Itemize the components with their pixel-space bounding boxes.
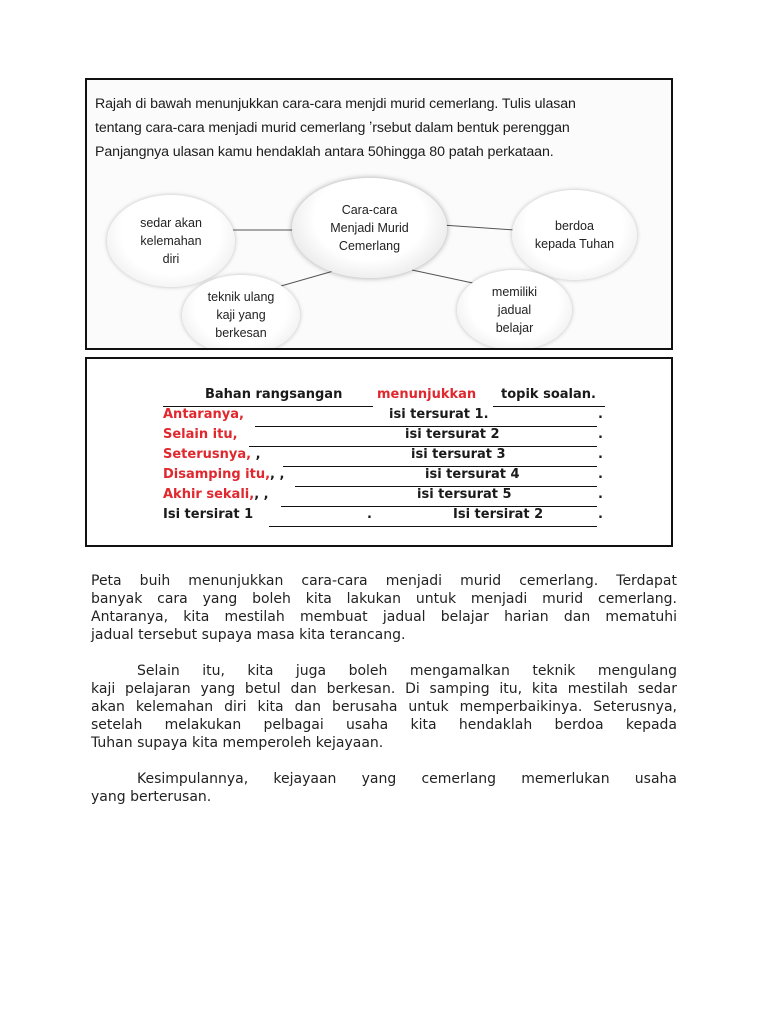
essay-paragraph-1	[91, 572, 677, 644]
row-value: isi tersurat 3	[411, 447, 506, 462]
essay-line: Antaranya, kita mestilah membuat jadual belajar harian dan mematuhi	[91, 609, 677, 625]
bubble-berdoa-line: berdoa	[555, 219, 594, 233]
essay-line: yang berterusan.	[91, 789, 212, 805]
bubble-berdoa	[512, 190, 637, 280]
row-label: Antaranya,	[163, 407, 244, 422]
row-suffix: ,	[255, 447, 261, 462]
bubble-center-line: Cara-cara	[341, 203, 398, 217]
bubble-sedar	[107, 195, 235, 287]
bubble-center	[292, 178, 447, 278]
bubble-teknik-line: kaji yang	[216, 308, 266, 322]
bubble-memiliki-line: memiliki	[491, 285, 538, 299]
bubble-sedar-line: sedar akan	[140, 216, 202, 230]
row-value: Isi tersirat 2	[453, 507, 544, 522]
row-dot: .	[598, 427, 603, 442]
row-dot: .	[598, 487, 603, 502]
essay	[91, 572, 677, 824]
template-row	[163, 507, 603, 527]
question-instructions	[95, 92, 673, 164]
bubble-memiliki-line: jadual	[497, 303, 532, 317]
essay-line: kaji pelajaran yang betul dan berkesan. Di samping itu, kita mestilah sedar	[91, 681, 677, 697]
row-label: Selain itu,	[163, 427, 238, 442]
row-mid: .	[367, 507, 372, 522]
row-label: Akhir sekali,	[163, 487, 255, 502]
template-row-intro	[163, 387, 603, 407]
intro-post: topik soalan.	[501, 387, 596, 402]
bubble-sedar-line: kelemahan	[140, 234, 202, 248]
row-dot: .	[598, 467, 603, 482]
question-line: Panjangnya ulasan kamu hendaklah antara 50hingga 80 patah perkataan.	[95, 144, 554, 160]
essay-line: setelah melakukan pelbagai usaha kita hendaklah berdoa kepada	[91, 717, 677, 733]
template-row	[163, 487, 603, 507]
row-value: isi tersurat 5	[417, 487, 512, 502]
bubble-teknik-line: berkesan	[215, 326, 267, 340]
essay-paragraph-2	[91, 662, 677, 752]
row-label-wrap	[163, 447, 261, 462]
bubble-teknik	[182, 275, 300, 350]
intro-red: menunjukkan	[377, 387, 477, 402]
question-image	[85, 78, 673, 350]
row-dot: .	[598, 507, 603, 522]
answer-template	[85, 357, 673, 547]
essay-line: Selain itu, kita juga boleh mengamalkan teknik mengulang	[137, 663, 677, 679]
intro-pre: Bahan rangsangan	[205, 387, 343, 402]
template-row	[163, 427, 603, 447]
bubble-sedar-line: diri	[162, 252, 180, 266]
template-row	[163, 407, 603, 427]
row-value: isi tersurat 2	[405, 427, 500, 442]
row-dot: .	[598, 407, 603, 422]
bubble-berdoa-line: kepada Tuhan	[534, 237, 615, 251]
template-row	[163, 447, 603, 467]
row-label-wrap: Disamping itu,, ,	[163, 467, 285, 482]
row-label-wrap: Akhir sekali,, ,	[163, 487, 269, 502]
bubble-memiliki	[457, 270, 572, 350]
row-value: isi tersurat 4	[425, 467, 520, 482]
essay-line: banyak cara yang boleh kita lakukan untuk menjadi murid cemerlang.	[91, 591, 677, 607]
essay-line: Kesimpulannya, kejayaan yang cemerlang memerlukan usaha	[137, 771, 677, 787]
essay-line: Peta buih menunjukkan cara-cara menjadi murid cemerlang. Terdapat	[91, 573, 677, 589]
row-dot: .	[598, 447, 603, 462]
row-suffix: ,	[279, 467, 285, 482]
row-suffix: ,	[263, 487, 269, 502]
essay-line: akan kelemahan diri kita dan berusaha untuk memperbaikinya. Seterusnya,	[91, 699, 677, 715]
essay-line: jadual tersebut supaya masa kita terancang.	[91, 627, 406, 643]
essay-line: Tuhan supaya kita memperoleh kejayaan.	[91, 735, 384, 751]
bubble-center-line: Menjadi Murid	[330, 221, 409, 235]
row-label: Disamping itu,	[163, 467, 271, 482]
blank-line	[269, 526, 597, 527]
template-row	[163, 467, 603, 487]
connector-berdoa	[442, 225, 515, 230]
bubble-teknik-line: teknik ulang	[207, 290, 275, 304]
row-value: isi tersurat 1.	[389, 407, 489, 422]
bubble-center-line: Cemerlang	[338, 239, 401, 253]
question-line: Rajah di bawah menunjukkan cara-cara menjdi murid cemerlang. Tulis ulasan	[95, 96, 576, 112]
question-line: tentang cara-cara menjadi murid cemerlang ʼrsebut dalam bentuk perenggan	[95, 120, 570, 136]
bubble-memiliki-line: belajar	[495, 321, 534, 335]
row-label: Seterusnya,	[163, 447, 252, 462]
row-label: Isi tersirat 1	[163, 507, 254, 522]
essay-paragraph-3	[91, 770, 677, 806]
